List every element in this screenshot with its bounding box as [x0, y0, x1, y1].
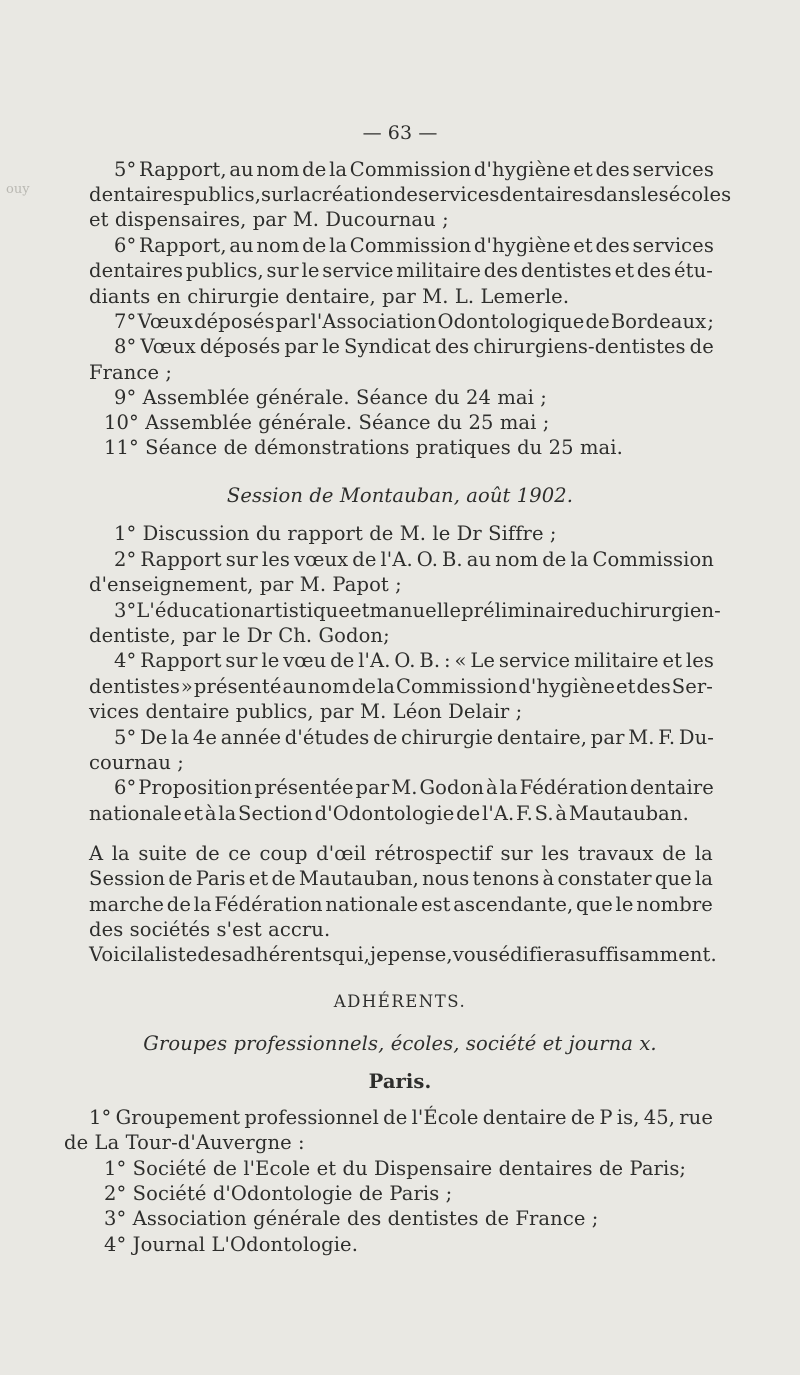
text-line: d'enseignement, par M. Papot ;: [89, 573, 402, 596]
text-line: 3° L'éducation artistique et manuelle préliminaire du chirurgien-: [114, 599, 721, 622]
text-line: 1° Discussion du rapport de M. le Dr Siffre ;: [114, 522, 557, 545]
session-heading: Session de Montauban, août 1902.: [226, 484, 574, 507]
text-line: 11° Séance de démonstrations pratiques du 25 mai.: [104, 436, 623, 459]
text-line: dentaires publics, sur le service militaire des dentistes et des étu-: [89, 259, 713, 282]
text-line: 6° Proposition présentée par M. Godon à la Fédération dentaire: [114, 776, 714, 799]
text-line: dentaires publics, sur la création de services dentaires dans les écoles: [89, 183, 732, 206]
groups-heading: Groupes professionnels, écoles, société et journa x.: [143, 1032, 657, 1055]
text-line: 7° Vœux déposés par l'Association Odontologique de Bordeaux ;: [114, 310, 714, 333]
text-line: dentistes » présenté au nom de la Commission d'hygiène et des Ser-: [89, 675, 713, 698]
text-line: 1° Groupement professionnel de l'École dentaire de P is, 45, rue: [89, 1106, 713, 1129]
text-line: 8° Vœux déposés par le Syndicat des chirurgiens-dentistes de: [114, 335, 714, 358]
text-line: Session de Paris et de Mautauban, nous tenons à constater que la: [89, 867, 713, 890]
text-line: de La Tour-d'Auvergne :: [64, 1131, 305, 1154]
text-line: vices dentaire publics, par M. Léon Delair ;: [89, 700, 523, 723]
text-line: 10° Assemblée générale. Séance du 25 mai ;: [104, 411, 550, 434]
text-line: 5° De la 4e année d'études de chirurgie dentaire, par M. F. Du-: [114, 726, 714, 749]
text-line: nationale et à la Section d'Odontologie de l'A. F. S. à Mautauban.: [89, 802, 689, 825]
page-number: — 63 —: [362, 122, 438, 144]
text-line: diants en chirurgie dentaire, par M. L. Lemerle.: [89, 285, 570, 308]
list-item: 4° Journal L'Odontologie.: [104, 1233, 359, 1256]
list-item: 1° Société de l'Ecole et du Dispensaire dentaires de Paris;: [104, 1157, 687, 1180]
text-line: dentiste, par le Dr Ch. Godon;: [89, 624, 390, 647]
list-item: 3° Association générale des dentistes de France ;: [104, 1207, 599, 1230]
text-line: marche de la Fédération nationale est ascendante, que le nombre: [89, 893, 713, 916]
text-line: des sociétés s'est accru.: [89, 918, 331, 941]
text-line: 4° Rapport sur le vœu de l'A. O. B. : « Le service militaire et les: [114, 649, 714, 672]
text-line: et dispensaires, par M. Ducournau ;: [89, 208, 449, 231]
city-heading: Paris.: [368, 1070, 432, 1093]
text-line: 6° Rapport, au nom de la Commission d'hygiène et des services: [114, 234, 714, 257]
list-item: 2° Société d'Odontologie de Paris ;: [104, 1182, 453, 1205]
margin-mark: ouy: [6, 182, 30, 197]
text-line: cournau ;: [89, 751, 184, 774]
text-line: Voici la liste des adhérents qui, je pense, vous édifiera suffisamment.: [89, 943, 717, 966]
text-line: 2° Rapport sur les vœux de l'A. O. B. au nom de la Commission: [114, 548, 714, 571]
text-line: A la suite de ce coup d'œil rétrospectif sur les travaux de la: [89, 842, 713, 865]
text-line: 5° Rapport, au nom de la Commission d'hygiène et des services: [114, 158, 714, 181]
text-line: France ;: [89, 361, 173, 384]
adherents-heading: ADHÉRENTS.: [333, 992, 467, 1011]
text-line: 9° Assemblée générale. Séance du 24 mai ;: [114, 386, 547, 409]
